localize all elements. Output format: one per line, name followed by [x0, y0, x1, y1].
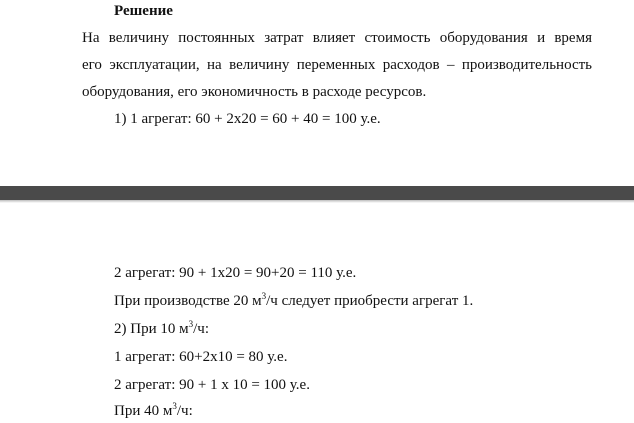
document-page-1: [0, 0, 634, 186]
case-2-text: 2) При 10 м: [114, 321, 189, 337]
case-3-text-end: /ч:: [176, 403, 193, 419]
case-3-text: При 40 м: [114, 403, 173, 419]
calculation-line-2: 2 агрегат: 90 + 1х20 = 90+20 = 110 у.е.: [114, 265, 357, 281]
case-2-text-end: /ч:: [193, 321, 209, 337]
case-2-line-1: 1 агрегат: 60+2х10 = 80 у.е.: [114, 349, 288, 365]
paragraph-line-3: оборудования, его экономичность в расходе ресурсов.: [82, 84, 427, 100]
paragraph-line-2: его эксплуатации, на величину переменных расходов – производительность: [82, 57, 592, 73]
unit-superscript: 3: [172, 401, 177, 411]
case-3-heading: [114, 402, 193, 420]
conclusion-text: При производстве 20 м: [114, 293, 262, 309]
unit-superscript: 3: [261, 291, 267, 301]
case-2-heading: [114, 320, 209, 338]
section-heading: Решение: [114, 3, 173, 19]
case-2-line-2: 2 агрегат: 90 + 1 х 10 = 100 у.е.: [114, 377, 310, 393]
conclusion-text-end: /ч следует приобрести агрегат 1.: [266, 293, 474, 309]
calculation-line-1: 1) 1 агрегат: 60 + 2х20 = 60 + 40 = 100 у.е.: [114, 111, 381, 127]
page-separator: [0, 186, 634, 200]
unit-superscript: 3: [188, 319, 194, 329]
conclusion-line: [114, 292, 473, 310]
document-page-2: [0, 203, 634, 423]
paragraph-line-1: На величину постоянных затрат влияет стоимость оборудования и время: [82, 30, 592, 46]
